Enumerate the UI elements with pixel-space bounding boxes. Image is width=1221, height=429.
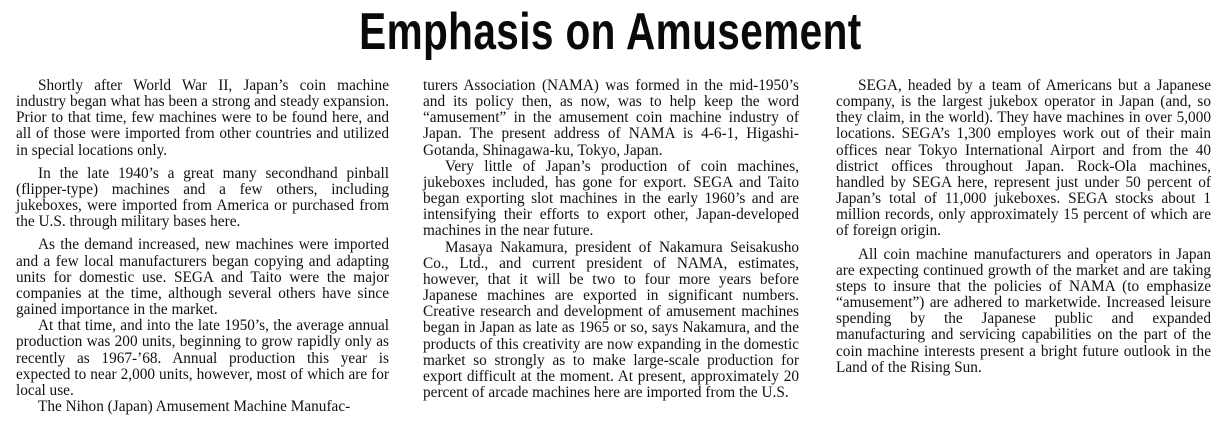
paragraph: As the demand increased, new machines were imported and a few local manufacturers began copying and adapting units for domestic use. SEGA and Taito were the major companies at the time, although several others have since gained importance in the market. (16, 236, 389, 319)
article-column-3 (836, 78, 1211, 376)
paragraph: SEGA, headed by a team of Americans but a Japanese company, is the largest jukebox operator in Japan (and, so they claim, in the world). They have machines in over 5,000 locations. SEGA’s 1,300 employes work out of their main offices near Tokyo International Airport and from the 40 district offices throughout Japan. Rock-Ola machines, handled by SEGA here, represent just under 50 percent of Japan’s total of 11,000 jukeboxes. SEGA stocks about 1 million records, only approximately 15 percent of which are of foreign origin. (836, 77, 1211, 240)
article-column-2 (423, 78, 799, 401)
paragraph: turers Association (NAMA) was formed in the mid-1950’s and its policy then, as now, was to help keep the word “amusement” in the amusement coin machine industry of Japan. The present address of NAMA is 4-6-1, Higashi-Gotanda, Shinagawa-ku, Tokyo, Japan. (423, 77, 799, 159)
paragraph: The Nihon (Japan) Amusement Machine Manufac- (38, 397, 351, 415)
paragraph: All coin machine manufacturers and operators in Japan are expecting continued growth of the market and are taking steps to insure that the policies of NAMA (to emphasize “amusement”) are adhered to marketwide. Increased leisure spending by the Japanese public and expanded manufacturing and servicing capabilities on the part of the coin machine interests present a bright future outlook in the Land of the Rising Sun. (836, 245, 1211, 376)
paragraph: Shortly after World War II, Japan’s coin machine industry began what has been a strong and steady expansion. Prior to that time, few machines were to be found here, and all of those were imported from other countries and utilized in special locations only. (16, 77, 389, 159)
paragraph: Masaya Nakamura, president of Nakamura Seisakusho Co., Ltd., and current president of NAMA, estimates, however, that it will be two to four more years before Japanese machines are exported in significant numbers. Creative research and development of amusement machines began in Japan as late as 1965 or so, says Nakamura, and the products of this creativity are now expanding in the domestic market so strongly as to make large-scale production for export difficult at the moment. At present, approximately 20 percent of arcade machines here are imported from the U.S. (423, 238, 799, 401)
headline: Emphasis on Amusement (359, 3, 862, 61)
paragraph: In the late 1940’s a great many secondhand pinball (flipper-type) machines and a few others, including jukeboxes, were imported from America or purchased from the U.S. through military bases here. (16, 164, 389, 231)
article-column-1 (16, 78, 389, 415)
paragraph: At that time, and into the late 1950’s, the average annual production was 200 units, beginning to grow rapidly only as recently as 1967-’68. Annual production this year is expected to near 2,000 units, however, most of which are for local use. (16, 317, 389, 399)
paragraph: Very little of Japan’s production of coin machines, jukeboxes included, has gone for export. SEGA and Taito began exporting slot machines in the early 1960’s and are intensifying their efforts to export other, Japan-developed machines in the near future. (423, 157, 799, 240)
